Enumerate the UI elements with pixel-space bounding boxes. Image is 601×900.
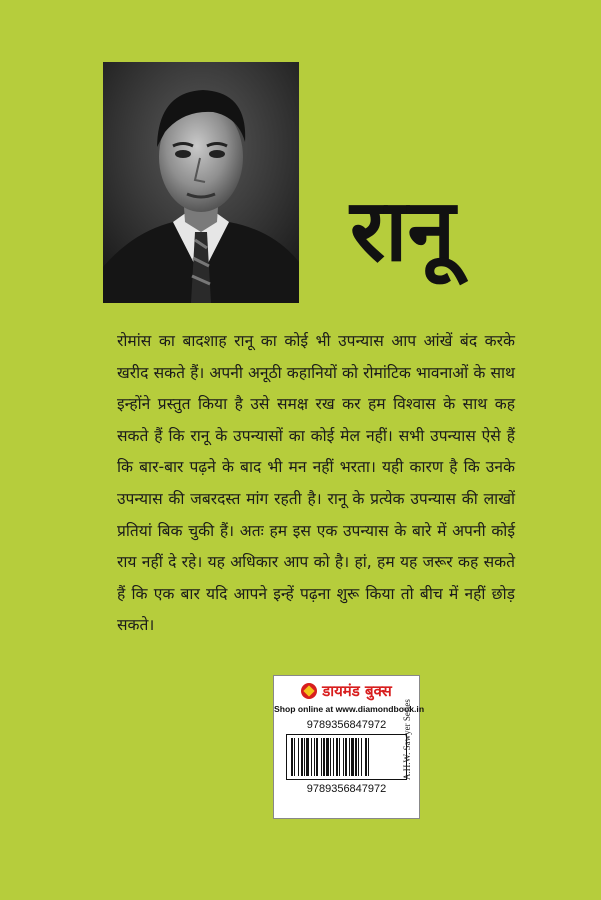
publisher-name: डायमंड बुक्स [322,682,392,700]
book-title: रानू [350,181,456,281]
isbn-top: 9789356847972 [306,719,387,731]
diamond-logo-icon [301,683,317,699]
publisher-brand [278,680,415,702]
author-photo [103,62,299,303]
isbn-bottom: 9789356847972 [306,783,387,795]
publisher-barcode-sticker [273,675,425,819]
series-label: A.H.W. Sawyer Series [402,699,412,780]
barcode-bars-icon [290,738,403,776]
barcode [286,734,407,780]
author-portrait-image [103,62,299,303]
shop-online-line: Shop online at www.diamondbook.in [274,704,425,714]
book-description: रोमांस का बादशाह रानू का कोई भी उपन्यास आप आंखें बंद करके खरीद सकते हैं। अपनी अनूठी कहानियों को रोमांटिक भावनाओं के साथ इन्होंने प्रस्तुत किया है उसे समक्ष रख कर हम विश्वास के साथ कह सकते हैं कि रानू के उपन्यासों का कोई मेल नहीं। सभी उपन्यास ऐसे हैं कि बार-बार पढ़ने के बाद भी मन नहीं भरता। यही कारण है कि उनके उपन्यास की जबरदस्त मांग रहती है। रानू के प्रत्येक उपन्यास की लाखों प्रतियां बिक चुकी हैं। अतः हम इस एक उपन्यास के बारे में अपनी कोई राय नहीं दे रहे। यह अधिकार आप को है। हां, हम यह जरूर कह सकते हैं कि एक बार यदि आपने इन्हें पढ़ना शुरू किया तो बीच में नहीं छोड़ सकते। [117,332,515,635]
